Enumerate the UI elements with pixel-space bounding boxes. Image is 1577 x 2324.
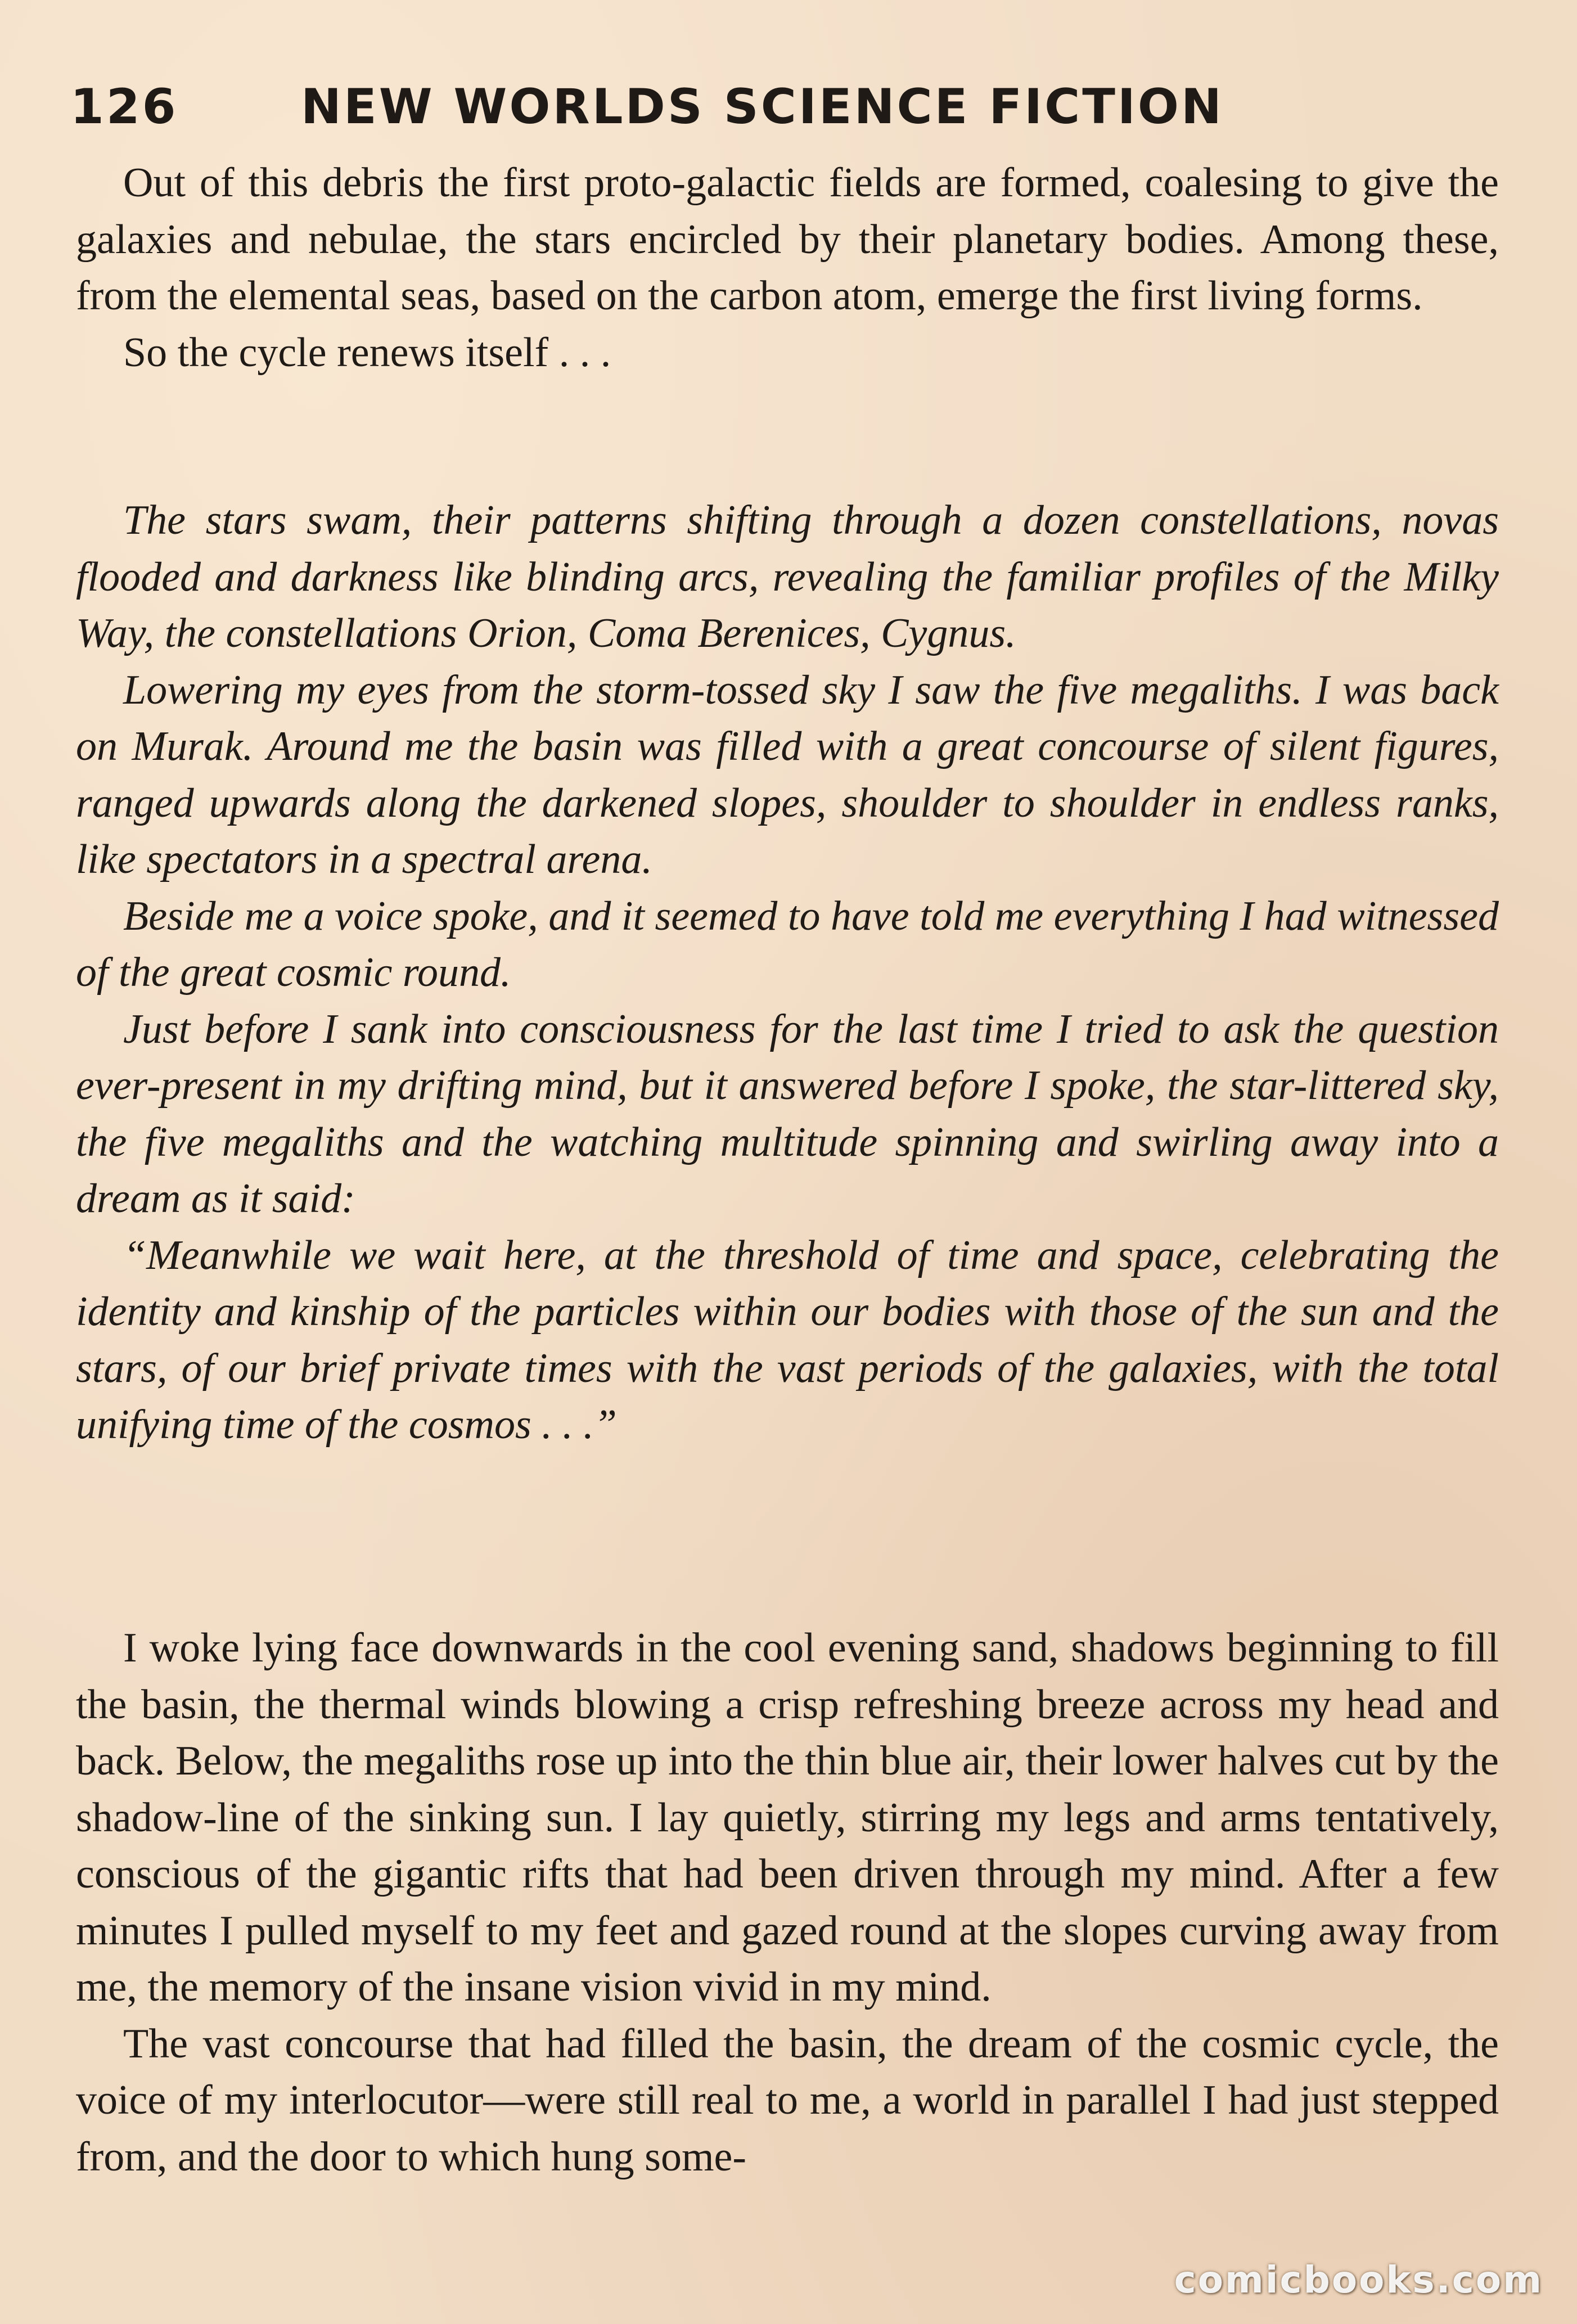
paragraph: I woke lying face downwards in the cool evening sand, shadows beginning to fill the basin, the thermal winds blowing a crisp refreshing breeze across my head and back. Below, the megaliths rose up into the thin blue air, their lower halves cut by the shadow-line of the sinking sun. I lay quietly, stirring my legs and arms tentatively, conscious of the gigantic rifts that had been driven through my mind. After a few minutes I pulled myself to my feet and gazed round at the slopes curving away from me, the memory of the insane vision vivid in my mind. — [76, 1625, 1499, 2010]
paragraph: Beside me a voice spoke, and it seemed to have told me everything I had witnessed of the great cosmic round. — [76, 893, 1499, 996]
paragraph: Just before I sank into consciousness for the last time I tried to ask the question ever-present in my drifting mind, but it answered before I spoke, the star-littered sky, the five megaliths and the watching multitude spinning and swirling away into a dream as it said: — [76, 1006, 1499, 1222]
text-block-italic-vision — [76, 492, 1499, 1453]
site-watermark: comicbooks.com — [1174, 2258, 1543, 2302]
page-number: 126 — [70, 79, 178, 135]
paragraph: The stars swam, their patterns shifting through a dozen constellations, novas flooded and darkness like blinding arcs, revealing the familiar profiles of the Milky Way, the constellations Orion, Coma Berenices, Cygnus. — [76, 497, 1499, 656]
page-header — [70, 73, 1510, 141]
paragraph: Out of this debris the first proto-galactic fields are formed, coalesing to give the galaxies and nebulae, the stars encircled by their planetary bodies. Among these, from the elemental seas, based on the carbon atom, emerge the first living forms. — [76, 160, 1499, 319]
quoted-paragraph: “Meanwhile we wait here, at the threshold of time and space, celebrating the identity and kinship of the particles within our bodies with those of the sun and the stars, of our brief private times with the vast periods of the galaxies, with the total unifying time of the cosmos . . .” — [76, 1232, 1499, 1448]
text-block-roman-awakening — [76, 1620, 1499, 2185]
paragraph: The vast concourse that had filled the basin, the dream of the cosmic cycle, the voice of my interlocutor—were still real to me, a world in parallel I had just stepped from, and the door to which hung some- — [76, 2020, 1499, 2180]
text-block-roman — [76, 155, 1499, 381]
paragraph: Lowering my eyes from the storm-tossed sky I saw the five megaliths. I was back on Murak. Around me the basin was filled with a great concourse of silent figures, ranged upwards along the darkened slopes, shoulder to shoulder in endless ranks, like spectators in a spectral arena. — [76, 666, 1499, 882]
paragraph: So the cycle renews itself . . . — [123, 329, 611, 376]
running-title: NEW WORLDS SCIENCE FICTION — [301, 79, 1224, 135]
